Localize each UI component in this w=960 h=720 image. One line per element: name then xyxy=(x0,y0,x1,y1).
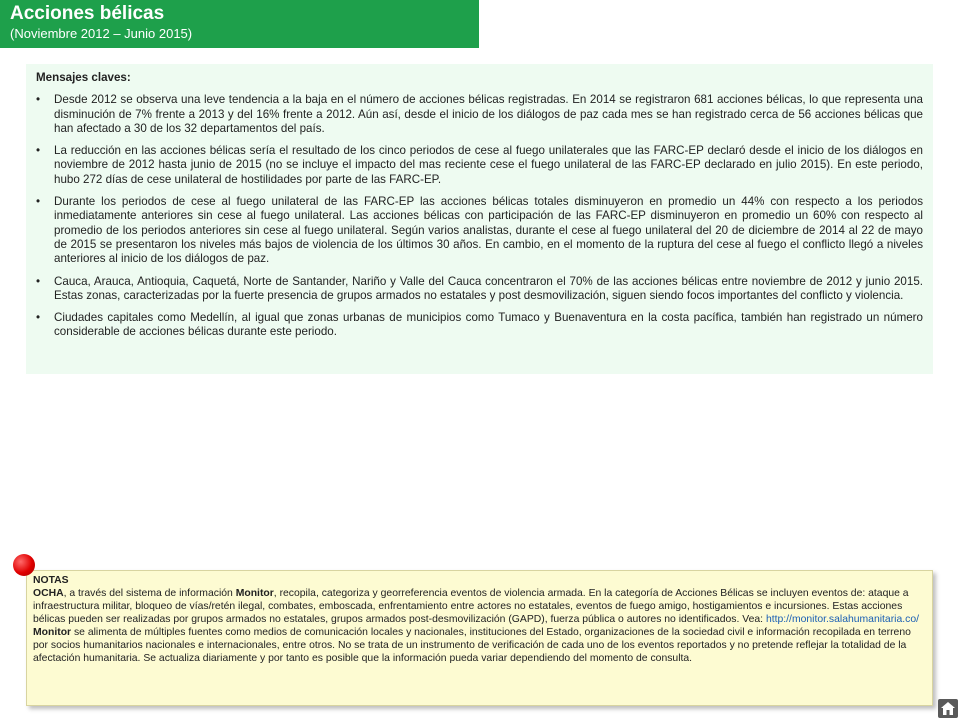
notes-text: , a través del sistema de información xyxy=(63,588,236,599)
bullet: • xyxy=(36,311,41,325)
list-item-text: Durante los periodos de cese al fuego unilateral de las FARC-EP las acciones bélicas totales disminuyeron en promedio un 44% con respecto a los periodos inmediatamente anteriores sin cese al fuego unilateral. Las acciones bélicas con participación de las FARC-EP disminuyeron en promedio un 60% con respecto al promedio de los periodos anteriores sin cese al fuego unilateral. Según varios analistas, durante el cese al fuego unilateral del 20 de diciembre de 2014 al 22 de mayo de 2015 se presentaron los niveles más bajos de violencia de los últimos 30 años. En cambio, en el momento de la ruptura del cese al fuego el conflicto llegó a niveles anteriores al inicio de los diálogos de paz. xyxy=(54,195,923,266)
list-item-text: Cauca, Arauca, Antioquia, Caquetá, Norte de Santander, Nariño y Valle del Cauca concentraron el 70% de las acciones bélicas entre noviembre de 2012 y junio 2015. Estas zonas, caracterizadas por la fuerte presencia de grupos armados no estatales y post desmovilización, siguen siendo focos importantes del conflicto y violencia. xyxy=(54,274,923,302)
red-dot-icon xyxy=(13,554,35,576)
monitor-link[interactable]: http://monitor.salahumanitaria.co/ xyxy=(765,614,920,625)
list-item xyxy=(36,93,923,136)
page-title: Acciones bélicas xyxy=(10,3,165,24)
notes-panel xyxy=(26,570,933,706)
list-item xyxy=(36,144,923,187)
title-banner xyxy=(0,0,479,48)
page-subtitle: (Noviembre 2012 – Junio 2015) xyxy=(10,26,193,41)
notes-heading: NOTAS xyxy=(33,575,69,586)
bullet: • xyxy=(36,195,41,209)
monitor-label: Monitor xyxy=(33,627,72,638)
notes-text: , recopila, categoriza y georreferencia eventos de violencia armada. En la categoría de Acciones Bélicas se incluyen eventos de: ataque a infraestructura militar, bloqueo de vías/retén ilegal, combates, emboscada, enfrentamiento entre actores no estatales, eventos de fuego amigo, hostigamientos e incursiones. Estas acciones bélicas pueden ser realizadas por grupos armados no estatales, grupos armados post-desmovilización (GAPD), fuerza pública o autores no identificados. Vea: xyxy=(33,588,909,625)
home-icon[interactable] xyxy=(938,699,958,718)
notes-paragraph-monitor xyxy=(33,626,922,665)
notes-paragraph-ocha xyxy=(33,587,922,626)
monitor-label: Monitor xyxy=(235,588,274,599)
bullet: • xyxy=(36,93,41,107)
bullet: • xyxy=(36,144,41,158)
notes-text: se alimenta de múltiples fuentes como medios de comunicación locales y nacionales, instituciones del Estado, organizaciones de la sociedad civil e información recopilada en terreno por socios humanitarios nacionales e internacionales, entre otros. No se trata de un instrumento de verificación de cada uno de los eventos reportados y no pretende reflejar la totalidad de la afectación humanitaria. Se actualiza diariamente y por tanto es posible que la información pueda variar dependiendo del momento de consulta. xyxy=(33,627,911,664)
list-item xyxy=(36,311,923,340)
list-item xyxy=(36,195,923,266)
ocha-label: OCHA xyxy=(33,588,64,599)
bullet: • xyxy=(36,274,41,288)
key-messages-list xyxy=(36,93,923,339)
list-item-text: Desde 2012 se observa una leve tendencia a la baja en el número de acciones bélicas registradas. En 2014 se registraron 681 acciones bélicas, lo que representa una disminución de 7% frente a 2013 y del 16% frente a 2012. Aún así, desde el inicio de los diálogos de paz cada mes se han registrado cerca de 56 acciones bélicas que han afectado a 30 de los 32 departamentos del país. xyxy=(54,93,923,135)
list-item xyxy=(36,275,923,304)
list-item-text: La reducción en las acciones bélicas sería el resultado de los cinco periodos de cese al fuego unilaterales que las FARC-EP declaró desde el inicio de los diálogos en noviembre de 2012 hasta junio de 2015 (no se incluye el impacto del mas reciente cese el fuego unilateral de las FARC-EP declarado en julio 2015). En este periodo, hubo 272 días de cese unilateral de hostilidades por parte de las FARC-EP. xyxy=(54,144,923,186)
list-item-text: Ciudades capitales como Medellín, al igual que zonas urbanas de municipios como Tumaco y Buenaventura en la costa pacífica, también han registrado un número considerable de acciones bélicas durante este periodo. xyxy=(54,311,923,339)
key-messages-panel xyxy=(26,64,933,374)
key-messages-heading: Mensajes claves: xyxy=(36,71,131,84)
